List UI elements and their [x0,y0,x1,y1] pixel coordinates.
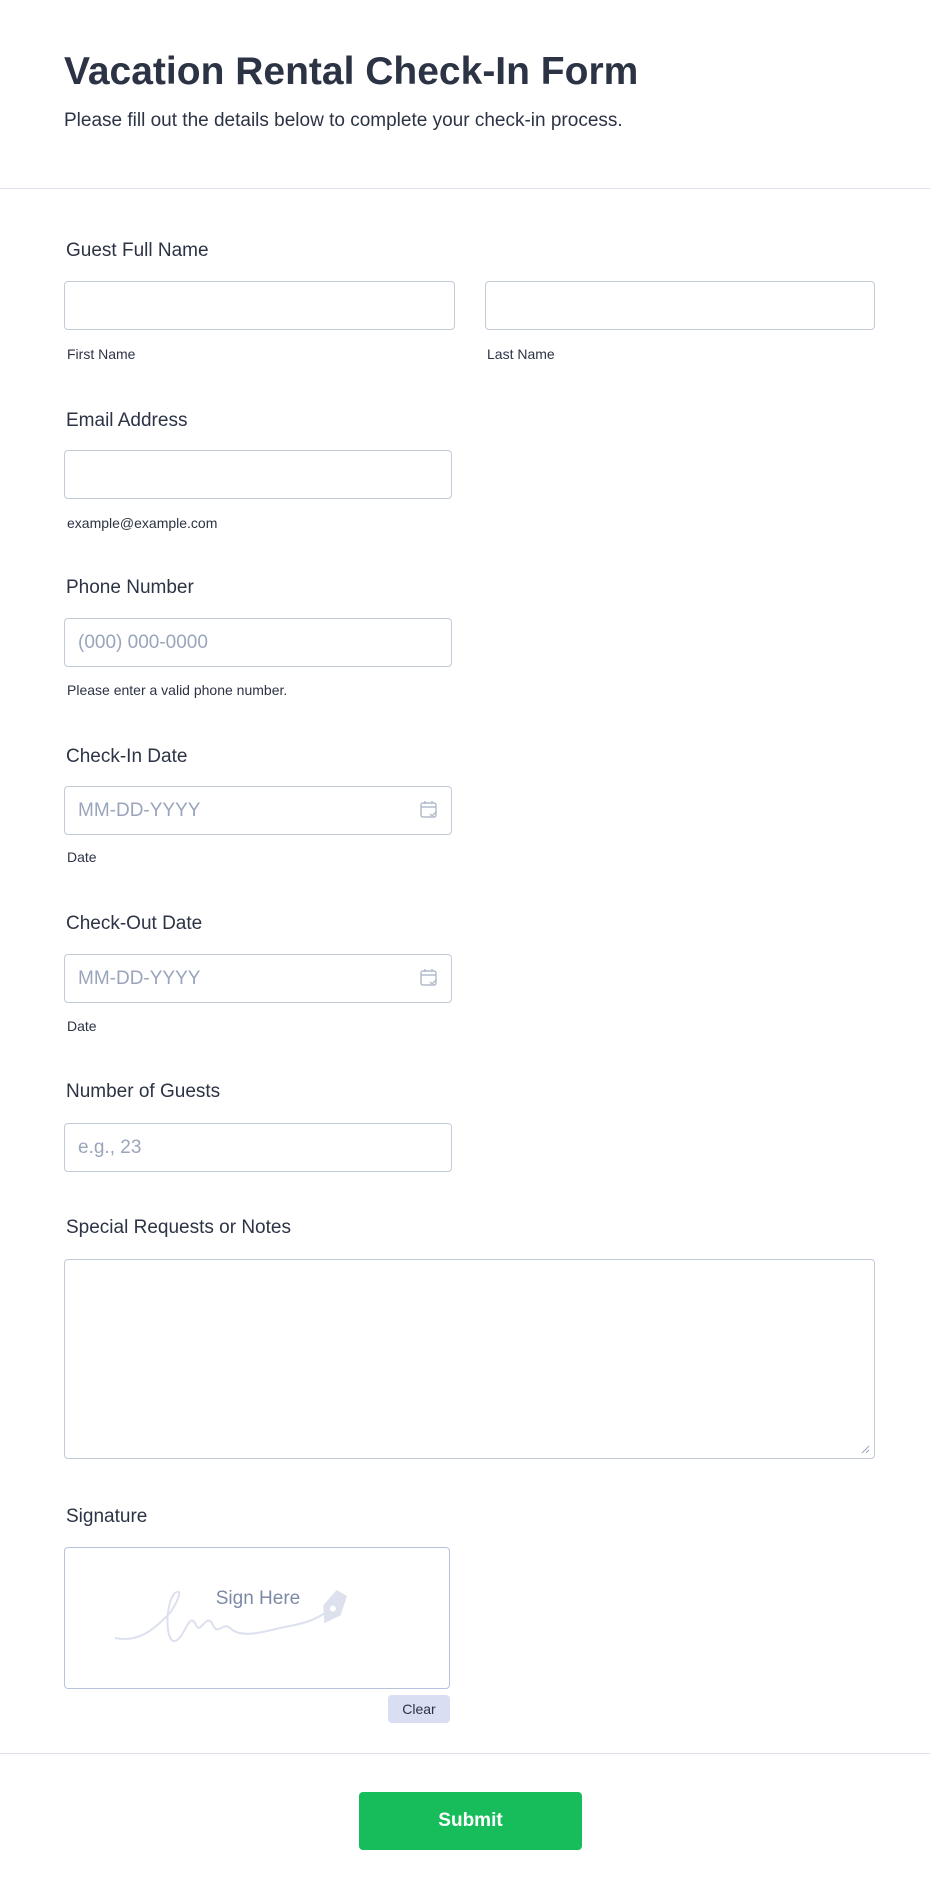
phone-input[interactable] [64,618,452,667]
clear-signature-button[interactable]: Clear [388,1695,450,1723]
email-sublabel: example@example.com [67,515,218,531]
submit-button[interactable]: Submit [359,1792,582,1850]
header-divider [0,188,930,189]
resize-handle-icon[interactable] [860,1444,870,1454]
last-name-sublabel: Last Name [487,346,555,362]
footer-divider [0,1753,930,1754]
email-label: Email Address [66,410,188,431]
first-name-sublabel: First Name [67,346,136,362]
email-input[interactable] [64,450,452,499]
checkout-sublabel: Date [67,1018,97,1034]
first-name-input[interactable] [64,281,455,330]
notes-label: Special Requests or Notes [66,1217,291,1238]
notes-textarea[interactable] [64,1259,875,1459]
calendar-icon[interactable] [418,799,440,821]
phone-sublabel: Please enter a valid phone number. [67,682,288,698]
checkout-date-input[interactable] [64,954,452,1003]
guests-label: Number of Guests [66,1081,221,1102]
signature-pad[interactable] [64,1547,450,1689]
checkin-label: Check-In Date [66,746,188,767]
guests-input[interactable] [64,1123,452,1172]
checkout-label: Check-Out Date [66,913,203,934]
calendar-icon[interactable] [418,967,440,989]
checkin-sublabel: Date [67,849,97,865]
form-title: Vacation Rental Check-In Form [64,50,639,93]
guest-name-label: Guest Full Name [66,240,209,261]
phone-label: Phone Number [66,577,194,598]
last-name-input[interactable] [485,281,875,330]
form-subtitle: Please fill out the details below to complete your check-in process. [64,110,623,131]
checkin-date-input[interactable] [64,786,452,835]
sign-here-prompt: Sign Here [215,1588,301,1609]
signature-label: Signature [66,1506,148,1527]
